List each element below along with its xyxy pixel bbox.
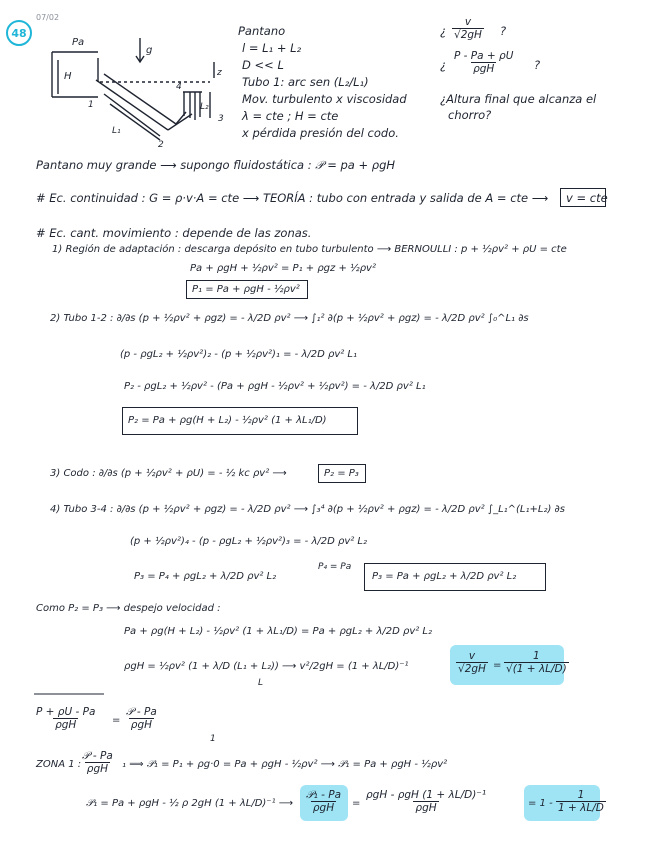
label-z: z	[217, 68, 222, 78]
fraction-denominator: ρgH	[55, 719, 77, 731]
tubo12-step: P₂ - ρgL₂ + ½ρv² - (Pa + ρgH - ½ρv² + ½ρv²) = - λ/2D ρv² L₁	[124, 381, 426, 392]
question-3: ¿Altura final que alcanza el	[440, 92, 597, 106]
page-number-badge: 48	[6, 20, 32, 46]
tubo34-line: 4) Tubo 3-4 : ∂/∂s (p + ½ρv² + ρgz) = - λ/2D ρv² ⟶ ∫₃⁴ ∂(p + ½ρv² + ρgz) = - λ/2D ρv² ∫_L₁^(L₁+L₂) ∂s	[50, 504, 565, 515]
label-pa: Pa	[72, 37, 85, 48]
fraction-denominator: ρgH	[415, 802, 437, 814]
tubo34-result: P₃ = Pa + ρgL₂ + λ/2D ρv² L₂	[372, 571, 517, 582]
como-line: Como P₂ = P₃ ⟶ despejo velocidad :	[36, 603, 221, 614]
continuidad-result: v = cte	[566, 191, 608, 205]
fraction-numerator: v	[468, 650, 476, 662]
fraction-denominator: ρgH	[86, 763, 109, 775]
data-item: D << L	[242, 58, 284, 72]
pantano-line: Pantano muy grande ⟶ supongo fluidostática : 𝒫 = pa + ρgH	[36, 158, 396, 172]
codo-line: 3) Codo : ∂/∂s (p + ½ρv² + ρU) = - ½ kc ρv² ⟶	[50, 468, 287, 479]
date-label: 07/02	[36, 13, 60, 22]
equals-sign: =	[352, 798, 361, 809]
label-point-4: 4	[176, 82, 182, 92]
fraction-denominator: ρgH	[473, 63, 495, 75]
codo-result: P₂ = P₃	[324, 468, 359, 479]
data-item: Pantano	[238, 24, 286, 38]
label-H: H	[64, 71, 72, 82]
fraction-numerator: 𝒫 - Pa	[82, 750, 113, 762]
question-3-cont: chorro?	[448, 108, 492, 122]
zona1-equation: Pa + ρgH + ½ρv² = P₁ + ρgz + ½ρv²	[190, 263, 376, 274]
pressure-fraction	[34, 706, 97, 731]
data-item: l = L₁ + L₂	[242, 41, 302, 55]
data-item: λ = cte ; H = cte	[242, 109, 339, 123]
fraction-denominator: ρgH	[130, 719, 153, 731]
final-lhs	[304, 789, 343, 814]
fraction-denominator: √2gH	[454, 29, 482, 41]
zona1-marker: 1	[210, 734, 216, 744]
fraction-numerator: 1	[577, 789, 585, 801]
equals-sign: =	[112, 715, 121, 726]
final-rhs-prefix: = 1 -	[528, 798, 553, 809]
pressure-equivalent	[124, 706, 159, 731]
data-item: Tubo 1: arc sen (L₂/L₁)	[242, 75, 369, 89]
label-g: g	[146, 45, 153, 56]
fraction-numerator: 𝒫 - Pa	[126, 706, 157, 718]
zona1-result: P₁ = Pa + ρgH - ½ρv²	[192, 284, 300, 295]
question-2-end: ?	[534, 58, 541, 72]
como-equation: Pa + ρg(H + L₂) - ½ρv² (1 + λL₁/D) = Pa + ρgL₂ + λ/2D ρv² L₂	[124, 626, 433, 637]
tubo12-step: (p - ρgL₂ + ½ρv²)₂ - (p + ½ρv²)₁ = - λ/2D ρv² L₁	[120, 349, 358, 360]
tubo12-line: 2) Tubo 1-2 : ∂/∂s (p + ½ρv² + ρgz) = - λ/2D ρv² ⟶ ∫₁² ∂(p + ½ρv² + ρgz) = - λ/2D ρv² ∫₀^L₁ ∂s	[50, 313, 529, 324]
zona1-line: 1) Región de adaptación : descarga depósito en tubo turbulento ⟶ BERNOULLI : p + ½ρv² + ρU = cte	[52, 244, 567, 255]
zona1-label: ZONA 1 :	[36, 759, 82, 770]
label-point-3: 3	[218, 114, 224, 124]
tubo34-step: P₃ = P₄ + ρgL₂ + λ/2D ρv² L₂	[134, 571, 277, 582]
fraction-denominator: √(1 + λL/D)	[506, 663, 567, 675]
label-L2: L₂	[200, 102, 209, 112]
fraction-numerator: 𝒫₁ - Pa	[306, 789, 342, 801]
label-point-2: 2	[158, 140, 164, 150]
final-rhs	[556, 789, 606, 814]
fraction-denominator: ρgH	[312, 802, 335, 814]
tubo12-result: P₂ = Pa + ρg(H + L₂) - ½ρv² (1 + λL₁/D)	[128, 415, 327, 426]
question-1-end: ?	[500, 24, 507, 38]
fraction-numerator: ρgH - ρgH (1 + λL/D)⁻¹	[366, 789, 487, 801]
fraction-numerator: P + ρU - Pa	[36, 706, 96, 718]
label-L1: L₁	[112, 126, 121, 136]
fraction-numerator: P - Pa + ρU	[454, 50, 514, 62]
final-equation: 𝒫₁ = Pa + ρgH - ½ ρ 2gH (1 + λL/D)⁻¹ ⟶	[86, 798, 294, 809]
final-middle	[364, 789, 488, 814]
como-equation: ρgH = ½ρv² (1 + λ/D (L₁ + L₂)) ⟶ v²/2gH = (1 + λL/D)⁻¹	[124, 661, 409, 672]
zona1-evaluation: ₁ ⟹ 𝒫₁ = P₁ + ρg·0 = Pa + ρgH - ½ρv² ⟶ 𝒫₁ = Pa + ρgH - ½ρv²	[122, 759, 448, 770]
data-item: x pérdida presión del codo.	[242, 126, 399, 140]
equals-sign: =	[493, 660, 502, 671]
como-L: L	[258, 678, 264, 688]
fraction-numerator: 1	[533, 650, 540, 662]
fraction-numerator: v	[464, 16, 472, 28]
continuidad-line: # Ec. continuidad : G = ρ·v·A = cte ⟶ TEORÍA : tubo con entrada y salida de A = cte ⟶	[36, 191, 549, 205]
movimiento-line: # Ec. cant. movimiento : depende de las zonas.	[36, 226, 312, 240]
question-1-mark: ¿	[440, 24, 447, 38]
question-2-mark: ¿	[440, 58, 447, 72]
data-item: Mov. turbulento x viscosidad	[242, 92, 407, 106]
tubo34-note: P₄ = Pa	[318, 562, 352, 572]
tubo34-step: (p + ½ρv²)₄ - (p - ρgL₂ + ½ρv²)₃ = - λ/2D ρv² L₂	[130, 536, 368, 547]
label-point-1: 1	[88, 100, 94, 110]
fraction-denominator: 1 + λL/D	[558, 802, 604, 814]
zona1-fraction	[80, 750, 115, 775]
fraction-denominator: √2gH	[458, 663, 486, 675]
